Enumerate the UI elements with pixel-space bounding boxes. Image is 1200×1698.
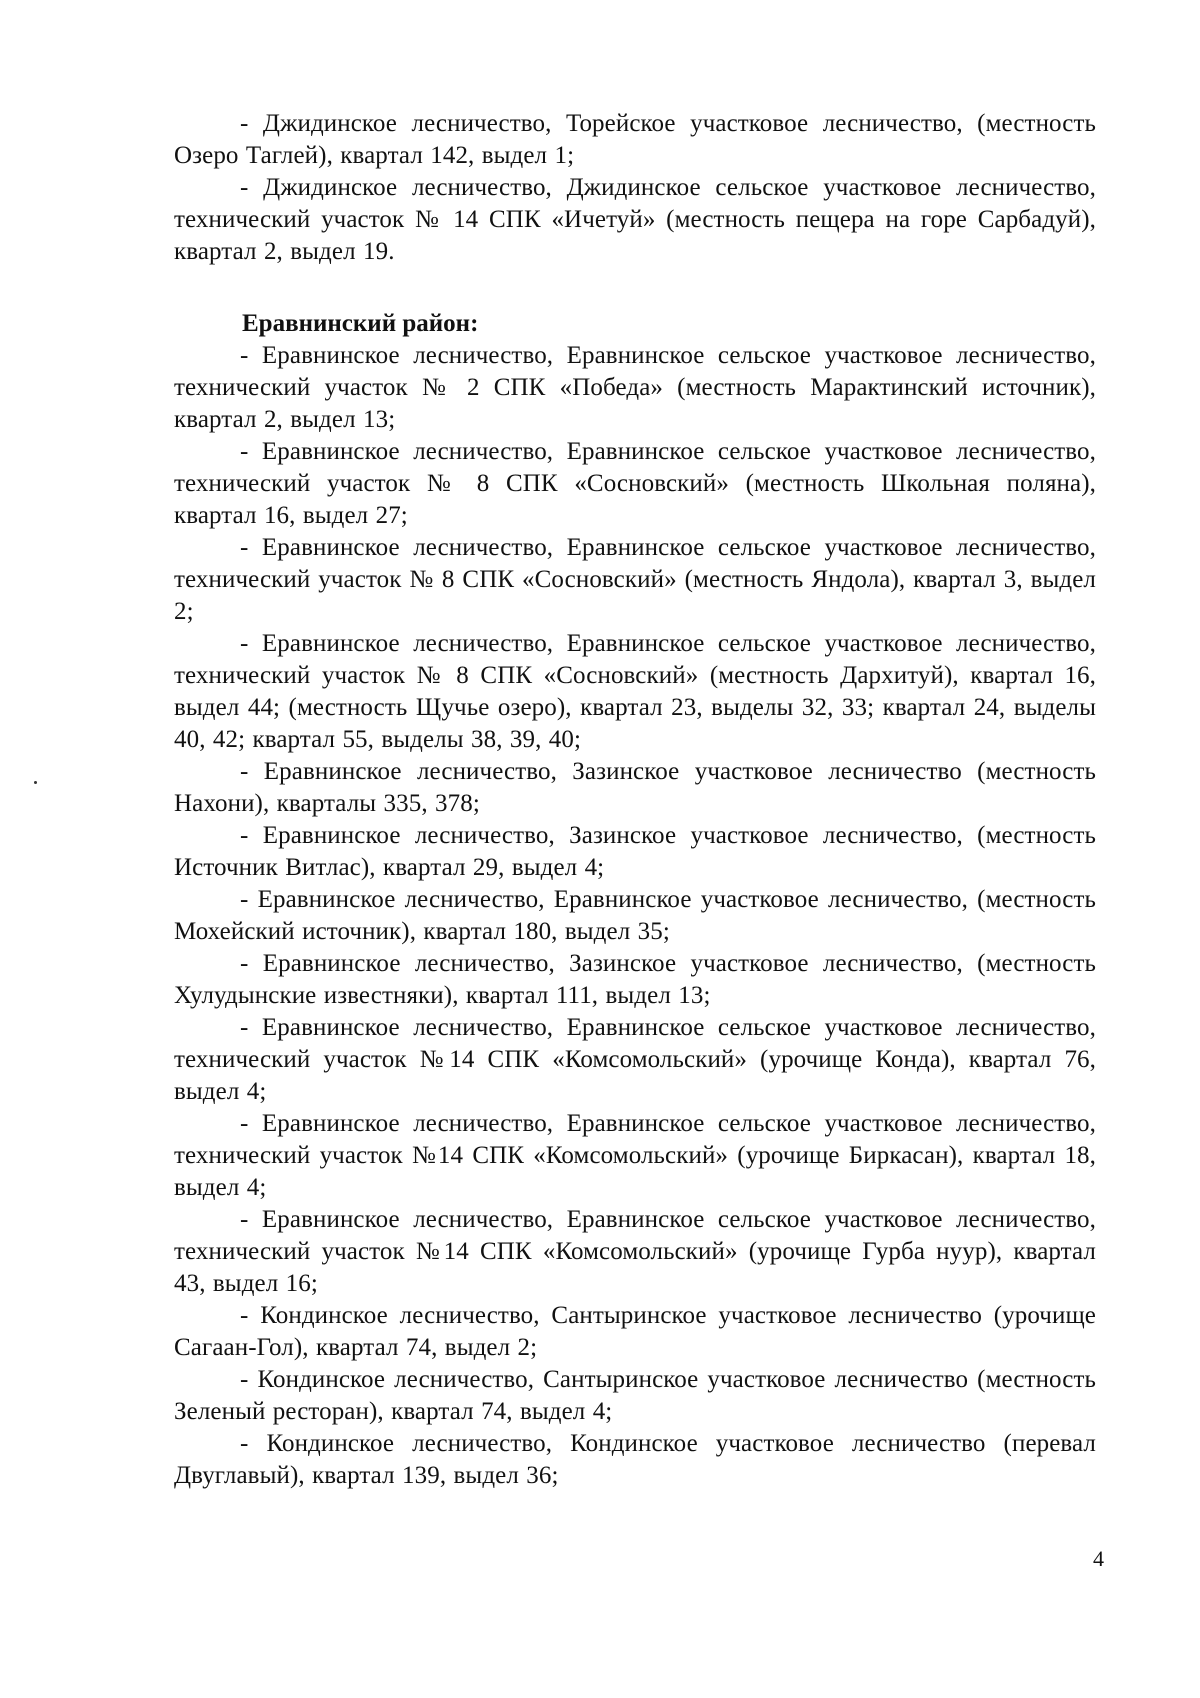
list-item: - Еравнинское лесничество, Еравнинское сельское участковое лесничество, технический участок № 8 СПК «Сосновский» (местность Яндола), квартал 3, выдел 2; [174, 534, 1096, 625]
scan-speck [34, 781, 37, 784]
list-item: - Кондинское лесничество, Сантыринское участковое лесничество (местность Зеленый ресторан), квартал 74, выдел 4; [174, 1366, 1096, 1425]
list-item: - Еравнинское лесничество, Еравнинское сельское участковое лесничество, технический участок № 8 СПК «Сосновский» (местность Дархитуй), квартал 16, выдел 44; (местность Щучье озеро), квартал 23, выделы 32, 33; квартал 24, выделы 40, 42; квартал 55, выделы 38, 39, 40; [174, 630, 1096, 753]
intro-item-2: - Джидинское лесничество, Джидинское сельское участковое лесничество, технический участок № 14 СПК «Ичетуй» (местность пещера на горе Сарбадуй), квартал 2, выдел 19. [174, 174, 1096, 265]
document-body [174, 108, 1096, 1492]
list-item: - Еравнинское лесничество, Зазинское участковое лесничество, (местность Источник Витлас), квартал 29, выдел 4; [174, 822, 1096, 881]
list-item: - Еравнинское лесничество, Зазинское участковое лесничество (местность Нахони), кварталы 335, 378; [174, 758, 1096, 817]
list-item: - Еравнинское лесничество, Еравнинское сельское участковое лесничество, технический участок №14 СПК «Комсомольский» (урочище Гурба нуур), квартал 43, выдел 16; [174, 1206, 1096, 1297]
intro-item-1: - Джидинское лесничество, Торейское участковое лесничество, (местность Озеро Таглей), квартал 142, выдел 1; [174, 110, 1096, 169]
section-title: Еравнинский район: [242, 310, 479, 337]
list-item: - Еравнинское лесничество, Еравнинское участковое лесничество, (местность Мохейский источник), квартал 180, выдел 35; [174, 886, 1096, 945]
page-number: 4 [1093, 1546, 1104, 1571]
list-item: - Еравнинское лесничество, Еравнинское сельское участковое лесничество, технический участок №14 СПК «Комсомольский» (урочище Конда), квартал 76, выдел 4; [174, 1014, 1096, 1105]
list-item: - Еравнинское лесничество, Еравнинское сельское участковое лесничество, технический участок № 2 СПК «Победа» (местность Марактинский источник), квартал 2, выдел 13; [174, 342, 1096, 433]
list-item: - Кондинское лесничество, Кондинское участковое лесничество (перевал Двуглавый), квартал 139, выдел 36; [174, 1430, 1096, 1489]
list-item: - Еравнинское лесничество, Еравнинское сельское участковое лесничество, технический участок № 8 СПК «Сосновский» (местность Школьная поляна), квартал 16, выдел 27; [174, 438, 1096, 529]
list-item: - Кондинское лесничество, Сантыринское участковое лесничество (урочище Сагаан-Гол), квартал 74, выдел 2; [174, 1302, 1096, 1361]
list-item: - Еравнинское лесничество, Зазинское участковое лесничество, (местность Хулудынские известняки), квартал 111, выдел 13; [174, 950, 1096, 1009]
list-item: - Еравнинское лесничество, Еравнинское сельское участковое лесничество, технический участок №14 СПК «Комсомольский» (урочище Биркасан), квартал 18, выдел 4; [174, 1110, 1096, 1201]
